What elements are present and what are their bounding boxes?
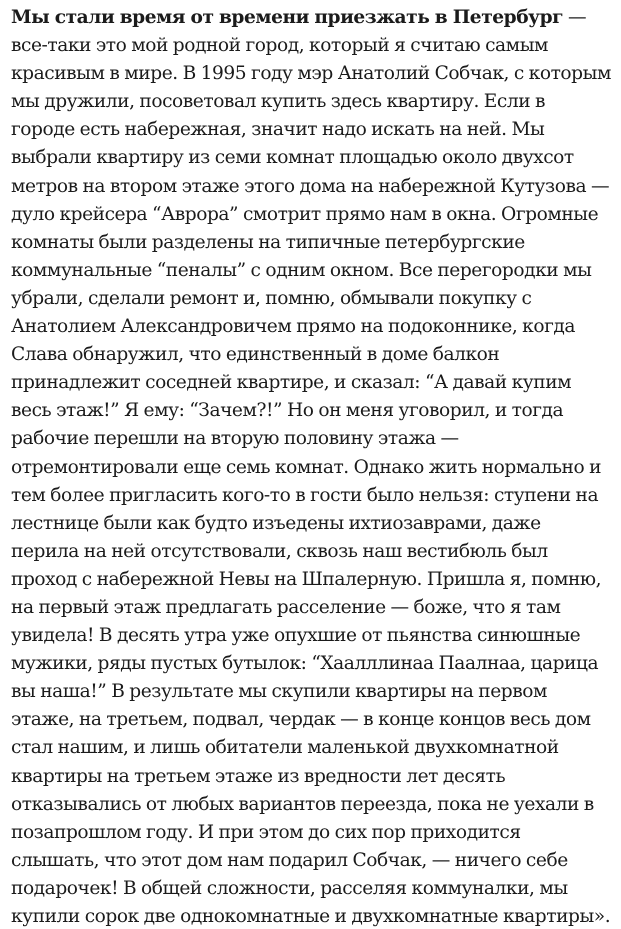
lead-sentence: Мы стали время от времени приезжать в Петербург xyxy=(11,7,564,28)
paragraph-body: — все-таки это мой родной город, который я считаю самым красивым в мире. В 1995 году мэр Анатолий Собчак, с которым мы дружили, посоветовал купить здесь квартиру. Если в городе есть набережная, значит надо искать на ней. Мы выбрали квартиру из семи комнат площадью около двухсот метров на втором этаже этого дома на набережной Кутузова — дуло крейсера “Аврора” смотрит прямо нам в окна. Огромные комнаты были разделены на типичные петербургские коммунальные “пеналы” с одним окном. Все перегородки мы убрали, сделали ремонт и, помню, обмывали покупку с Анатолием Александровичем прямо на подоконнике, когда Слава обнаружил, что единственный в доме балкон принадлежит соседней квартире, и сказал: “А давай купим весь этаж!” Я ему: “Зачем?!” Но он меня уговорил, и тогда рабочие перешли на вторую половину этажа — отремонтировали еще семь комнат. Однако жить нормально и тем более пригласить кого-то в гости было нельзя: ступени на лестнице были как будто изъедены ихтиозаврами, даже перила на ней отсутствовали, сквозь наш вестибюль был проход с набережной Невы на Шпалерную. Пришла я, помню, на первый этаж предлагать расселение — боже, что я там увидела! В десять утра уже опухшие от пьянства синюшные мужики, ряды пустых бутылок: “Хаалллинаа Паалнаа, царица вы наша!” В результате мы скупили квартиры на первом этаже, на третьем, подвал, чердак — в конце концов весь дом стал нашим, и лишь обитатели маленькой двухкомнатной квартиры на третьем этаже из вредности лет десять отказывались от любых вариантов переезда, пока не уехали в позапрошлом году. И при этом до сих пор приходится слышать, что этот дом нам подарил Собчак, — ничего себе подарочек! В общей сложности, расселяя коммуналки, мы купили сорок две однокомнатные и двухкомнатные квартиры». xyxy=(11,7,611,927)
article-paragraph xyxy=(11,4,613,929)
